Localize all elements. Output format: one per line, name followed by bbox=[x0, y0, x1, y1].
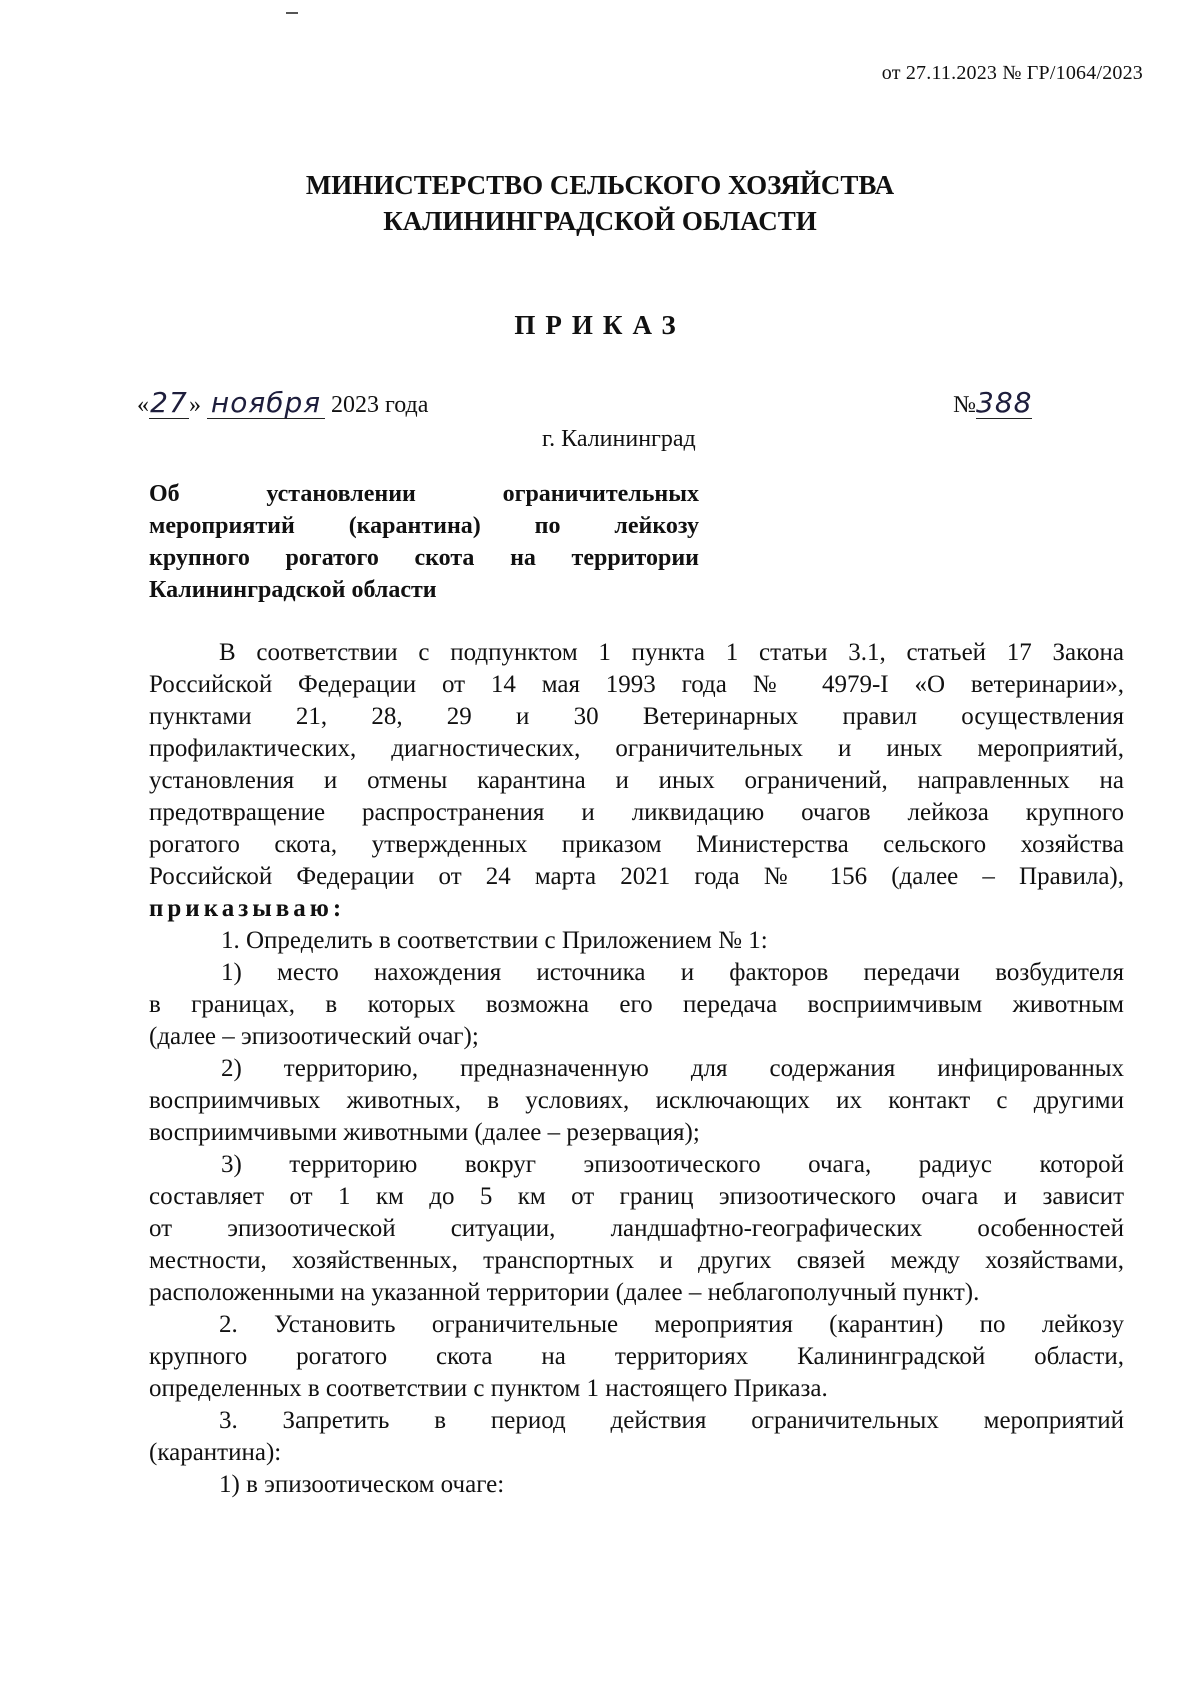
subject-line: крупного рогатого скота на территории bbox=[149, 545, 699, 571]
preamble-line: Российской Федерации от 24 марта 2021 года № 156 (далее – Правила), bbox=[149, 863, 1124, 890]
item-3-line: (карантина): bbox=[149, 1439, 282, 1466]
subject-line: Калининградской области bbox=[149, 577, 437, 603]
item-1-3-line: расположенными на указанной территории (далее – неблагополучный пункт). bbox=[149, 1279, 980, 1306]
date-day-handwritten: 27 bbox=[150, 386, 188, 419]
item-1: 1. Определить в соответствии с Приложением № 1: bbox=[221, 927, 768, 954]
item-1-3-line: 3) территорию вокруг эпизоотического очага, радиус которой bbox=[221, 1151, 1124, 1178]
item-1-2-line: 2) территорию, предназначенную для содержания инфицированных bbox=[221, 1055, 1124, 1082]
item-2-line: 2. Установить ограничительные мероприятия (карантин) по лейкозу bbox=[219, 1311, 1124, 1338]
number-sign: № bbox=[953, 392, 976, 418]
item-1-2-line: восприимчивых животных, в условиях, исключающих их контакт с другими bbox=[149, 1087, 1124, 1114]
date-month-handwritten: ноября bbox=[207, 388, 325, 419]
preamble-line: пунктами 21, 28, 29 и 30 Ветеринарных правил осуществления bbox=[149, 703, 1124, 730]
number-value-handwritten: 388 bbox=[976, 386, 1033, 419]
date-open-quote: « bbox=[137, 392, 149, 418]
preamble-line: Российской Федерации от 14 мая 1993 года № 4979-I «О ветеринарии», bbox=[149, 671, 1124, 698]
preamble-line: рогатого скота, утвержденных приказом Министерства сельского хозяйства bbox=[149, 831, 1124, 858]
item-2-line: определенных в соответствии с пунктом 1 настоящего Приказа. bbox=[149, 1375, 828, 1402]
item-1-1-line: в границах, в которых возможна его передача восприимчивым животным bbox=[149, 991, 1124, 1018]
subject-line: мероприятий (карантина) по лейкозу bbox=[149, 513, 699, 539]
date-year: 2023 года bbox=[331, 392, 429, 418]
item-1-3-line: составляет от 1 км до 5 км от границ эпизоотического очага и зависит bbox=[149, 1183, 1124, 1210]
item-1-3-line: от эпизоотической ситуации, ландшафтно-географических особенностей bbox=[149, 1215, 1124, 1242]
item-1-2-line: восприимчивыми животными (далее – резервация); bbox=[149, 1119, 700, 1146]
item-1-1-line: 1) место нахождения источника и факторов передачи возбудителя bbox=[221, 959, 1124, 986]
subject-line: Об установлении ограничительных bbox=[149, 481, 699, 507]
preamble-line: В соответствии с подпунктом 1 пункта 1 статьи 3.1, статьей 17 Закона bbox=[219, 639, 1124, 666]
scan-mark bbox=[286, 12, 298, 14]
date-close-quote: » bbox=[189, 392, 201, 418]
preamble-line: профилактических, диагностических, ограничительных и иных мероприятий, bbox=[149, 735, 1124, 762]
order-number bbox=[953, 388, 1032, 419]
city: г. Калининград bbox=[542, 426, 696, 452]
order-date bbox=[137, 388, 428, 419]
order-body bbox=[149, 637, 1124, 1501]
item-1-3-line: местности, хозяйственных, транспортных и других связей между хозяйствами, bbox=[149, 1247, 1124, 1274]
ministry-name-line1: МИНИСТЕРСТВО СЕЛЬСКОГО ХОЗЯЙСТВА bbox=[305, 170, 895, 200]
preamble-line: установления и отмены карантина и иных ограничений, направленных на bbox=[149, 767, 1124, 794]
preamble-line: предотвращение распространения и ликвидацию очагов лейкоза крупного bbox=[149, 799, 1124, 826]
document-reference: от 27.11.2023 № ГР/1064/2023 bbox=[881, 62, 1143, 84]
item-3-1: 1) в эпизоотическом очаге: bbox=[219, 1471, 505, 1498]
order-title: ПРИКАЗ bbox=[514, 310, 686, 340]
item-1-1-line: (далее – эпизоотический очаг); bbox=[149, 1023, 479, 1050]
ministry-name-line2: КАЛИНИНГРАДСКОЙ ОБЛАСТИ bbox=[383, 206, 817, 236]
orders-word: приказываю: bbox=[149, 895, 346, 922]
order-subject bbox=[149, 478, 699, 606]
item-2-line: крупного рогатого скота на территориях Калининградской области, bbox=[149, 1343, 1124, 1370]
item-3-line: 3. Запретить в период действия ограничительных мероприятий bbox=[219, 1407, 1124, 1434]
